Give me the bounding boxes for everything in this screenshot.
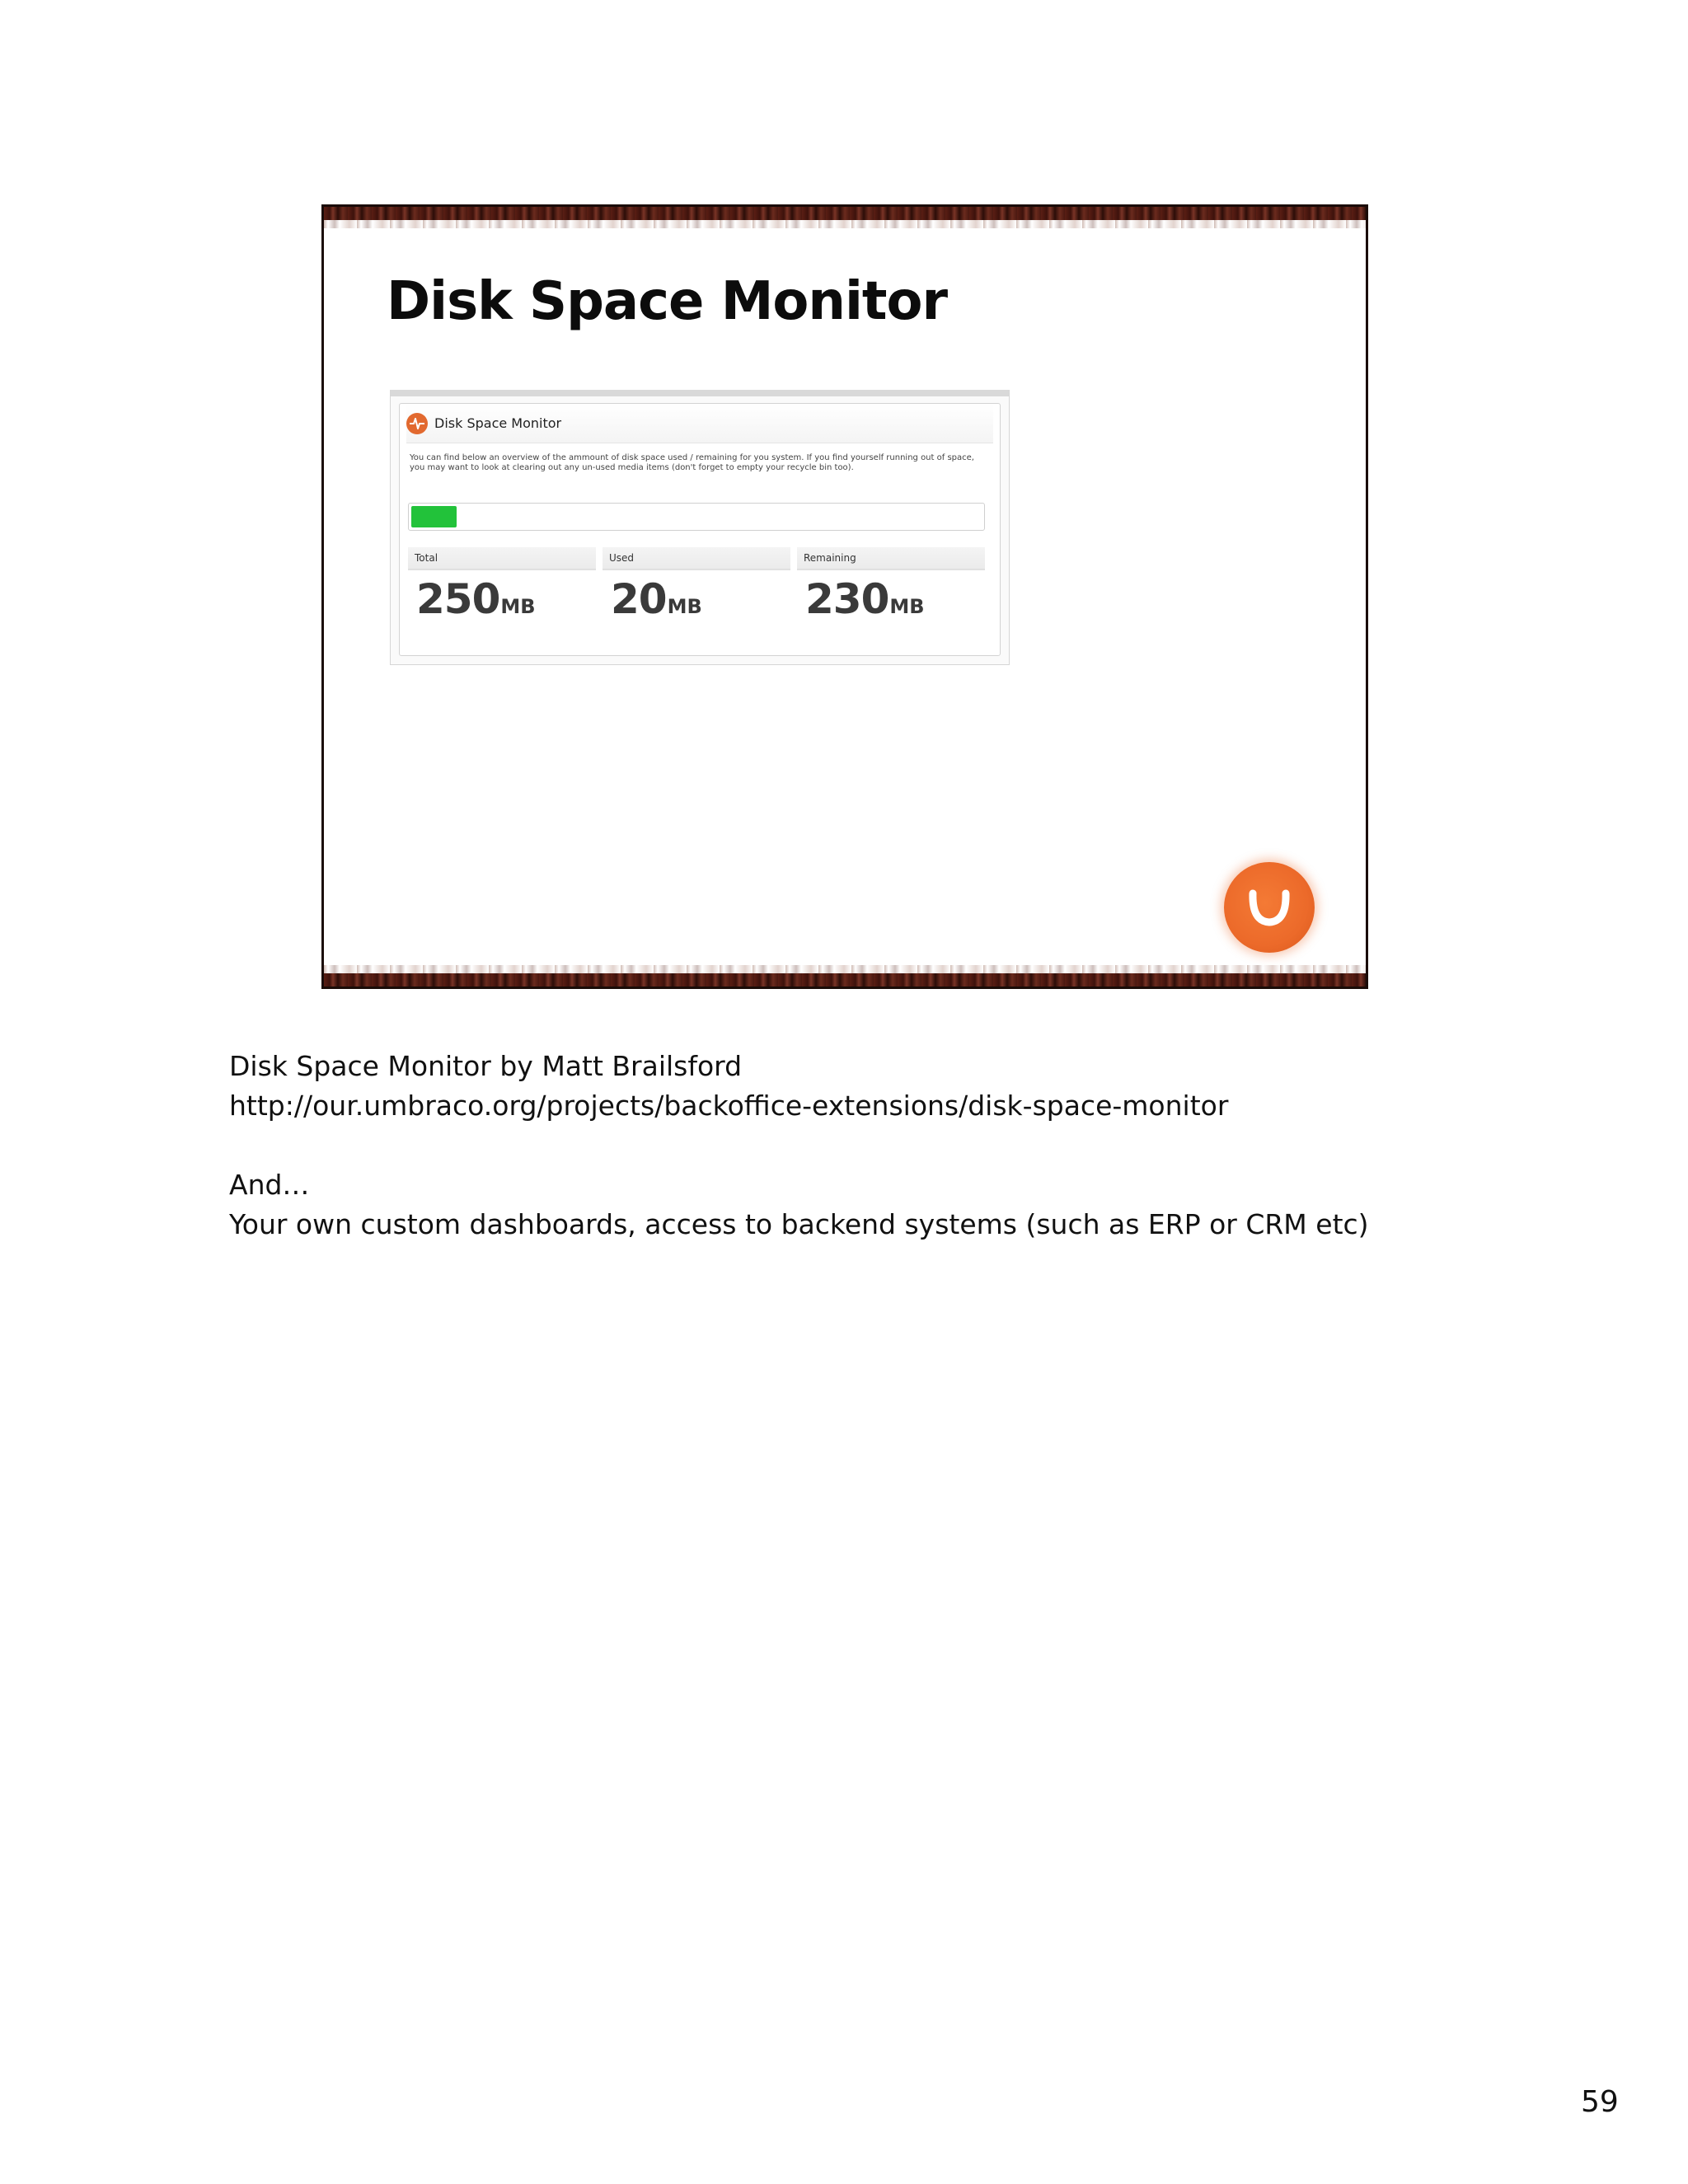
stat-number: 250 [416, 575, 500, 623]
stat-unit: MB [889, 595, 925, 618]
dashboard-screenshot [390, 390, 1010, 665]
stat-label: Total [408, 547, 596, 570]
disk-usage-bar [408, 503, 985, 531]
page-number: 59 [1581, 2085, 1619, 2119]
umbraco-logo-icon [1224, 862, 1315, 953]
slide [321, 204, 1368, 989]
stat-number: 230 [805, 575, 889, 623]
stat-label: Remaining [797, 547, 985, 570]
slide-top-border [324, 207, 1366, 220]
stat-remaining [797, 547, 985, 623]
panel-title: Disk Space Monitor [434, 415, 562, 431]
stats-row [408, 547, 985, 623]
stat-number: 20 [611, 575, 667, 623]
panel-description: You can find below an overview of the ammount of disk space used / remaining for you system. If you find yourself running out of space, you may want to look at clearing out any un-used media items (don't forget to empty your recycle bin too). [410, 453, 974, 472]
stat-unit: MB [667, 595, 702, 618]
notes-summary: Your own custom dashboards, access to backend systems (such as ERP or CRM etc) [229, 1208, 1369, 1240]
slide-bottom-border [324, 973, 1366, 987]
notes-credit: Disk Space Monitor by Matt Brailsford [229, 1050, 743, 1082]
stat-value [408, 575, 596, 623]
stat-unit: MB [500, 595, 536, 618]
stat-total [408, 547, 596, 623]
stat-value [797, 575, 985, 623]
notes-and: And… [229, 1169, 310, 1201]
disk-usage-fill [411, 506, 457, 527]
stat-used [603, 547, 790, 623]
speaker-notes [229, 1047, 1369, 1244]
stat-label: Used [603, 547, 790, 570]
slide-title: Disk Space Monitor [387, 271, 947, 332]
disk-space-panel [399, 403, 1001, 656]
panel-header [406, 404, 993, 443]
pulse-icon [406, 413, 428, 434]
stat-value [603, 575, 790, 623]
notes-url: http://our.umbraco.org/projects/backoffice-extensions/disk-space-monitor [229, 1090, 1229, 1122]
notes-spacer [229, 1126, 1369, 1165]
